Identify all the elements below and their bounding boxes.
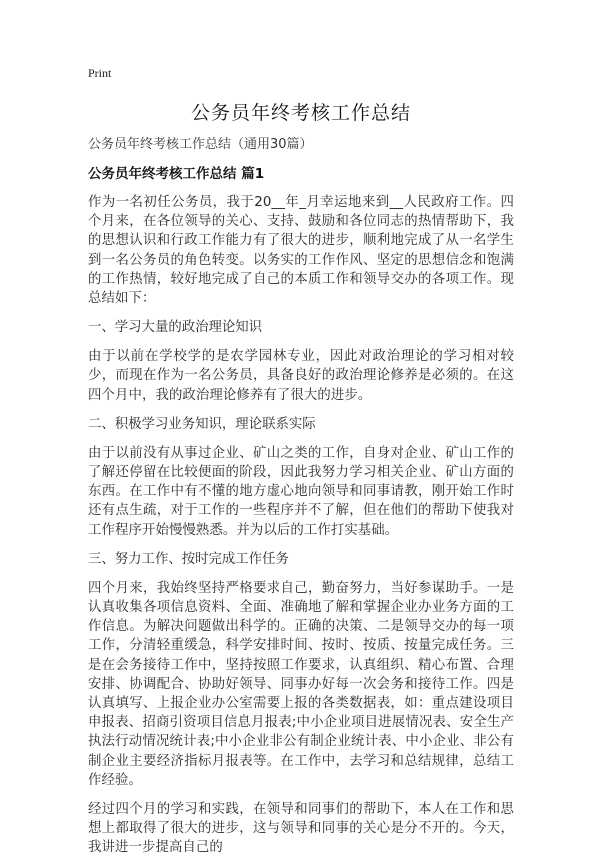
document-page	[88, 66, 514, 868]
paragraph-2: 由于以前没有从事过企业、矿山之类的工作，自身对企业、矿山工作的了解还停留在比较便面的阶段，因此我努力学习相关企业、矿山方面的东西。在工作中有不懂的地方虚心地向领导和同事请教，刚开始工作时还有点生疏，对于工作的一些程序并不了解，但在他们的帮助下使我对工作程序开始慢慢熟悉。并为以后的工作打实基础。	[88, 445, 514, 538]
subheading-3: 三、努力工作、按时完成工作任务	[88, 551, 289, 567]
paragraph-1: 由于以前在学校学的是农学园林专业，因此对政治理论的学习相对较少，而现在作为一名公务员，具备良好的政治理论修养是必须的。在这四个月中，我的政治理论修养有了很大的进步。	[88, 349, 514, 403]
subheading-2: 二、积极学习业务知识，理论联系实际	[88, 416, 316, 432]
subheading-1: 一、学习大量的政治理论知识	[88, 320, 263, 336]
section-title: 公务员年终考核工作总结 篇1	[88, 166, 265, 182]
paragraph-3: 四个月来，我始终坚持严格要求自己，勤奋努力，当好参谋助手。一是认真收集各项信息资料、全面、准确地了解和掌握企业办业务方面的工作信息。为解决问题做出科学的。正确的决策、二是领导交办的每一项工作，分清轻重缓急，科学安排时间、按时、按质、按量完成任务。三是在会务接待工作中，坚持按照工作要求，认真组织、精心布置、合理安排、协调配合、协助好领导、同事办好每一次会务和接待工作。四是认真填写、上报企业办公室需要上报的各类数据表，如：重点建设项目申报表、招商引资项目信息月报表;中小企业项目进展情况表、安全生产执法行动情况统计表;中小企业非公有制企业统计表、中小企业、非公有制企业主要经济指标月报表等。在工作中，去学习和总结规律，总结工作经验。	[88, 580, 514, 788]
print-link[interactable]: Print	[88, 66, 112, 80]
document-title: 公务员年终考核工作总结	[190, 102, 411, 124]
document-subtitle: 公务员年终考核工作总结（通用30篇）	[88, 137, 313, 152]
paragraph-4: 经过四个月的学习和实践，在领导和同事们的帮助下，本人在工作和思想上都取得了很大的进步，这与领导和同事的关心是分不开的。今天，我讲进一步提高自己的	[88, 802, 514, 856]
intro-paragraph: 作为一名初任公务员，我于20__年_月幸运地来到__人民政府工作。四个月来，在各位领导的关心、支持、鼓励和各位同志的热情帮助下，我的思想认识和行政工作能力有了很大的进步，顺利地完成了从一名学生到一名公务员的角色转变。以务实的工作作风、坚定的思想信念和饱满的工作热情，较好地完成了自己的本质工作和领导交办的各项工作。现总结如下：	[88, 195, 514, 307]
